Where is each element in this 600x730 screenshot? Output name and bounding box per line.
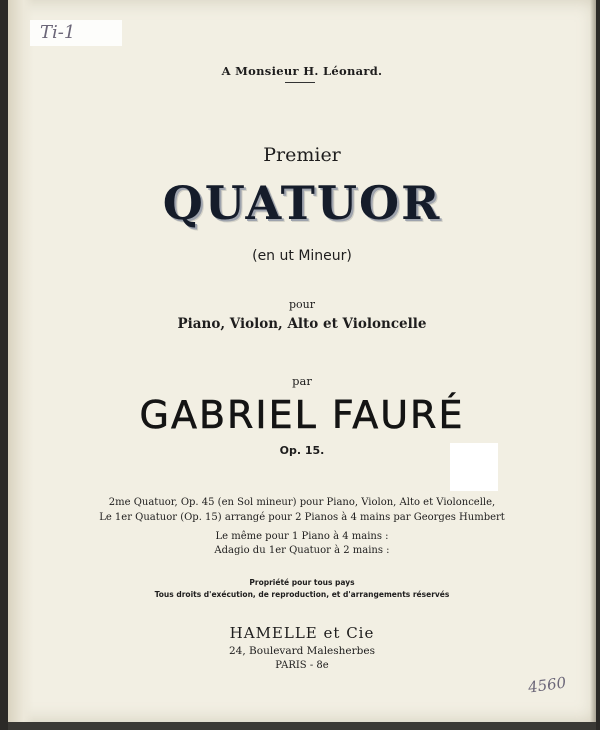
instrumentation-list: Piano, Violon, Alto et Violoncelle bbox=[177, 316, 427, 332]
bottom-shadow bbox=[8, 722, 596, 730]
rights-line: Tous droits d'exécution, de reproduction, et d'arrangements réservés bbox=[154, 590, 450, 599]
title-premier: Premier bbox=[263, 144, 341, 166]
title-key: (en ut Mineur) bbox=[252, 248, 352, 264]
dedication-underline bbox=[285, 82, 315, 83]
instrumentation-pour: pour bbox=[288, 298, 315, 311]
composer-par: par bbox=[292, 374, 312, 388]
arrangement-line: Le 1er Quatuor (Op. 15) arrangé pour 2 Pianos à 4 mains par Georges Humbert bbox=[99, 512, 505, 523]
page-edge-shadow bbox=[590, 0, 596, 722]
catalog-mark: Ti-1 bbox=[40, 22, 76, 43]
publisher-city: PARIS - 8e bbox=[275, 660, 329, 671]
opus-number: Op. 15. bbox=[279, 444, 325, 457]
composer-name: GABRIEL FAURÉ bbox=[139, 393, 465, 437]
white-label-patch bbox=[450, 443, 498, 491]
publisher-address: 24, Boulevard Malesherbes bbox=[229, 645, 375, 657]
arrangement-line: Le même pour 1 Piano à 4 mains : bbox=[215, 531, 389, 542]
publisher-name: HAMELLE et Cie bbox=[229, 624, 375, 642]
score-cover-page bbox=[8, 0, 596, 722]
dedication: A Monsieur H. Léonard. bbox=[221, 64, 383, 78]
arrangement-line: Adagio du 1er Quatuor à 2 mains : bbox=[214, 545, 390, 556]
title-main: QUATUOR bbox=[162, 176, 442, 230]
pencil-number: 4560 bbox=[526, 673, 568, 697]
rights-line: Propriété pour tous pays bbox=[249, 578, 355, 587]
arrangement-line: 2me Quatuor, Op. 45 (en Sol mineur) pour Piano, Violon, Alto et Violoncelle, bbox=[108, 497, 496, 508]
